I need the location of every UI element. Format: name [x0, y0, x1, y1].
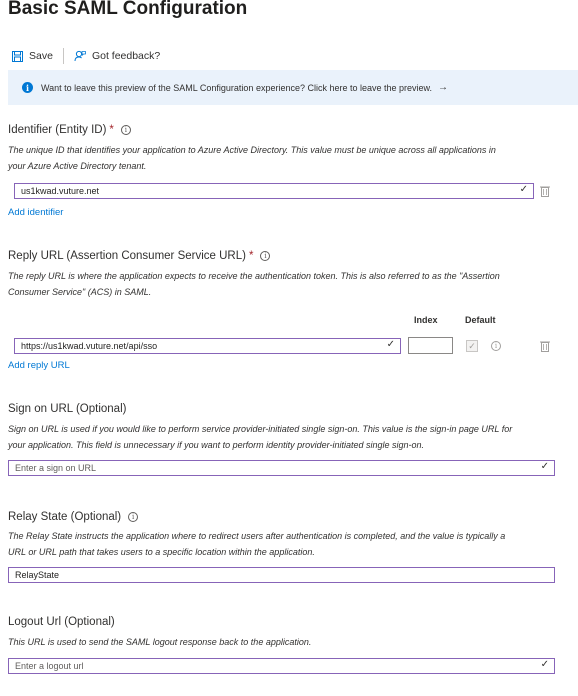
info-tooltip-icon[interactable]: i [128, 512, 138, 522]
identifier-label [8, 124, 131, 136]
logout-url-input[interactable] [8, 658, 555, 674]
relay-state-description-line: URL or URL path that takes users to a specific location within the application. [8, 547, 315, 557]
check-icon: ✓ [519, 184, 528, 195]
feedback-button[interactable] [70, 50, 164, 62]
sign-on-url-placeholder: Enter a sign on URL [15, 463, 97, 473]
check-icon: ✓ [540, 461, 549, 472]
reply-url-description [8, 268, 500, 300]
relay-state-label-text: Relay State (Optional) [8, 511, 122, 523]
identifier-label-text: Identifier (Entity ID) [8, 124, 107, 136]
arrow-right-icon: → [438, 82, 449, 93]
delete-icon[interactable] [540, 185, 550, 197]
save-icon [12, 51, 23, 62]
default-column-header: Default [465, 315, 496, 325]
info-icon: i [491, 341, 501, 351]
check-icon: ✓ [540, 659, 549, 670]
save-label: Save [29, 50, 53, 62]
relay-state-label [8, 511, 138, 523]
logout-url-description [8, 634, 311, 650]
relay-state-input[interactable] [8, 567, 555, 583]
add-identifier-link[interactable]: Add identifier [8, 207, 64, 218]
check-icon: ✓ [386, 339, 395, 350]
logout-url-label-text: Logout Url (Optional) [8, 616, 115, 628]
relay-state-value: RelayState [15, 570, 60, 580]
identifier-description [8, 142, 496, 174]
reply-url-value: https://us1kwad.vuture.net/api/sso [21, 341, 158, 351]
reply-url-label-text: Reply URL (Assertion Consumer Service URL) [8, 250, 246, 262]
identifier-value: us1kwad.vuture.net [21, 186, 100, 196]
banner-text[interactable]: Want to leave this preview of the SAML Configuration experience? Click here to leave the preview. [41, 82, 433, 93]
index-input[interactable] [408, 337, 453, 354]
sign-on-url-label-text: Sign on URL (Optional) [8, 403, 127, 415]
sign-on-url-description-line: your application. This field is unnecessary if you want to perform identity provider-initiated single sign-on. [8, 440, 425, 450]
default-checkbox[interactable]: ✓ [466, 340, 478, 352]
identifier-description-line: your Azure Active Directory tenant. [8, 161, 147, 171]
logout-url-description-line: This URL is used to send the SAML logout response back to the application. [8, 637, 312, 647]
toolbar-divider [63, 48, 64, 64]
required-mark: * [248, 250, 254, 262]
index-column-header: Index [414, 315, 438, 325]
reply-url-description-line: The reply URL is where the application expects to receive the authentication token. This is also referred to as the "Assertion [8, 271, 500, 281]
sign-on-url-input[interactable] [8, 460, 555, 476]
reply-url-description-line: Consumer Service" (ACS) in SAML. [8, 287, 152, 297]
relay-state-description-line: The Relay State instructs the application where to redirect users after authentication is completed, and the value is typically a [8, 531, 506, 541]
info-tooltip-icon[interactable]: i [121, 125, 131, 135]
feedback-person-icon [74, 50, 86, 62]
identifier-description-line: The unique ID that identifies your application to Azure Active Directory. This value must be unique across all applications in [8, 145, 496, 155]
sign-on-url-label [8, 403, 126, 415]
logout-url-label [8, 616, 115, 628]
info-tooltip-icon[interactable]: i [260, 251, 270, 261]
toolbar [8, 46, 164, 66]
save-button[interactable] [8, 50, 57, 62]
reply-url-label [8, 250, 270, 262]
feedback-label: Got feedback? [91, 50, 161, 62]
info-icon: i [22, 82, 33, 93]
relay-state-description [8, 528, 505, 560]
reply-url-input[interactable] [14, 338, 401, 354]
logout-url-placeholder: Enter a logout url [15, 661, 84, 671]
page-title: Basic SAML Configuration [8, 0, 248, 19]
add-reply-url-link[interactable]: Add reply URL [8, 360, 70, 371]
delete-icon[interactable] [540, 340, 550, 352]
preview-banner[interactable] [8, 70, 578, 105]
sign-on-url-description [8, 421, 512, 453]
sign-on-url-description-line: Sign on URL is used if you would like to perform service provider-initiated single sign-on. This value is the sign-in page URL for [8, 424, 513, 434]
identifier-input[interactable] [14, 183, 534, 199]
required-mark: * [109, 124, 114, 136]
